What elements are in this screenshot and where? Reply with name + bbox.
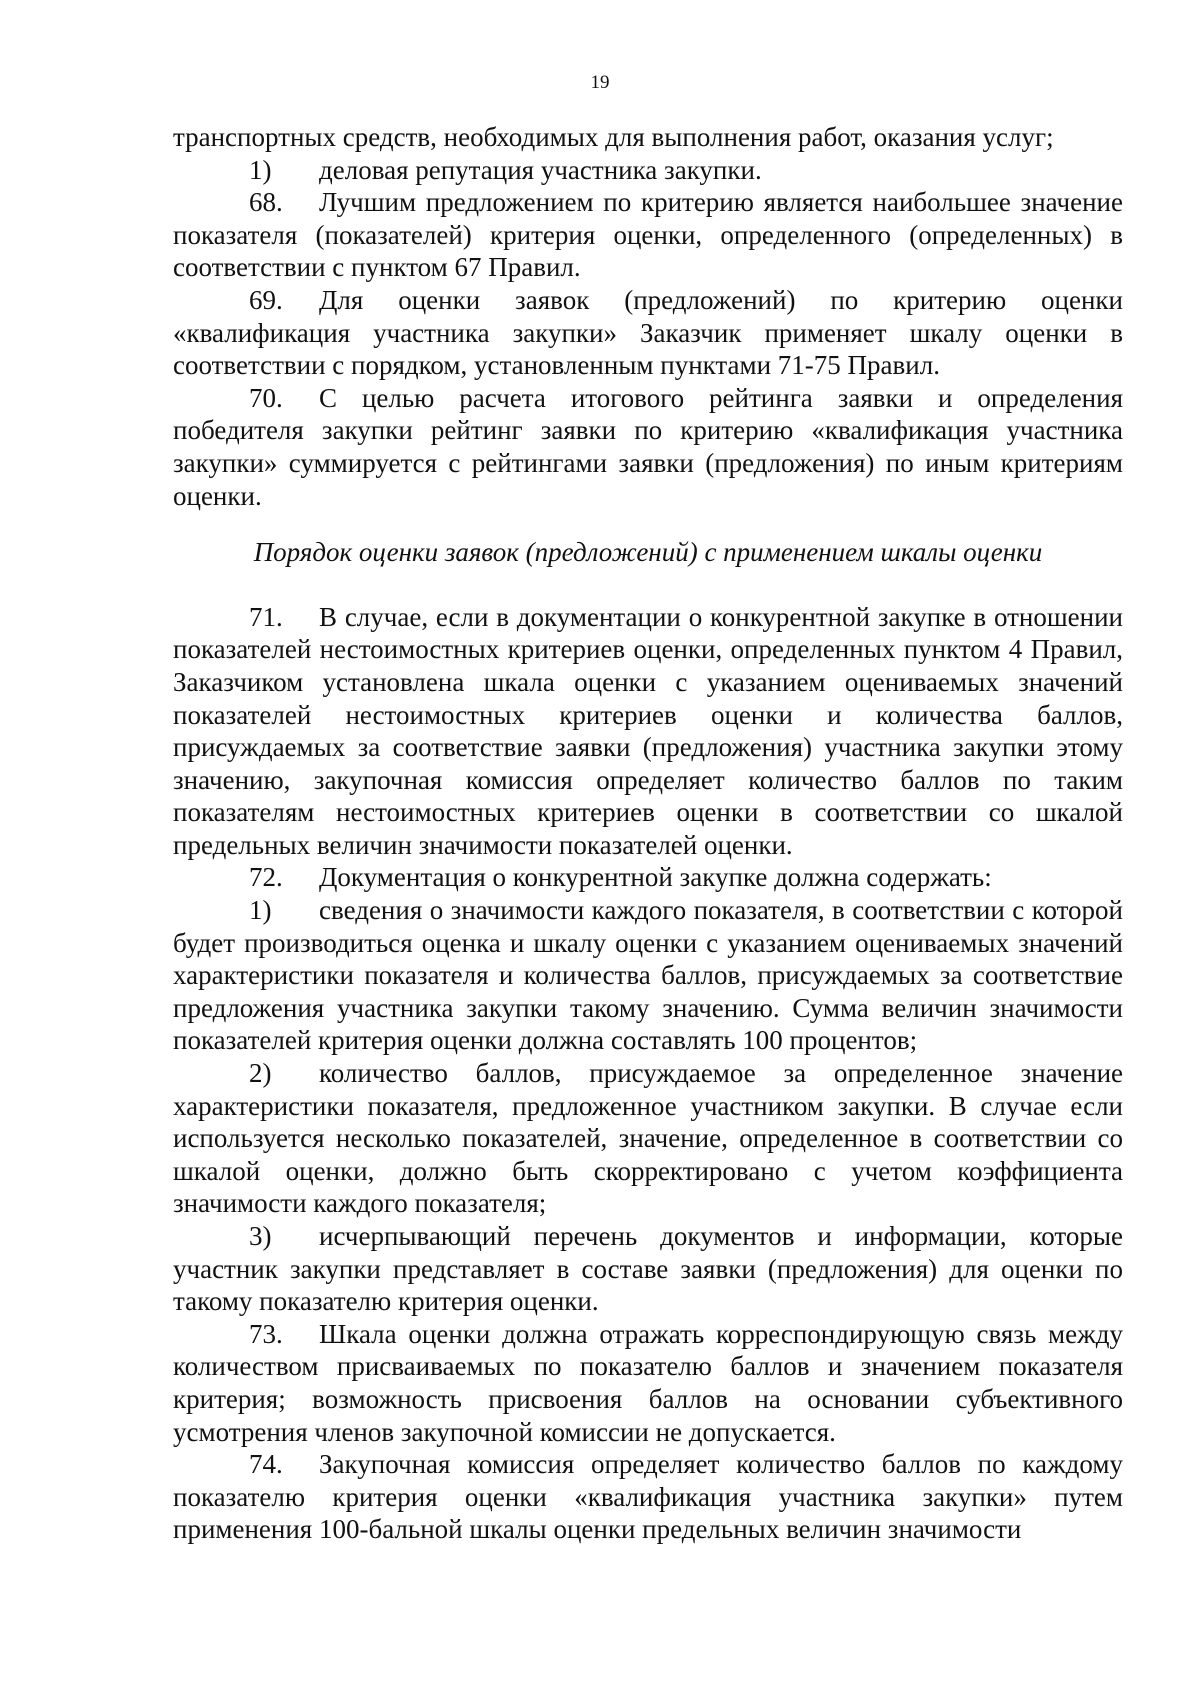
item-number: 69. xyxy=(249,284,283,315)
list-item xyxy=(173,894,1123,1057)
paragraph xyxy=(173,1318,1123,1448)
paragraph-text: количество баллов, присуждаемое за определенное значение характеристики показателя, предложенное участником закупки. В случае если используется несколько показателей, значение, определенное в соответствии со шкалой оценки, должно быть скорректировано с учетом коэффициента значимости каждого показателя; xyxy=(173,1058,1123,1219)
item-number: 71. xyxy=(249,601,283,632)
paragraph-continuation xyxy=(173,121,1123,154)
list-item xyxy=(173,1220,1123,1318)
list-item xyxy=(173,1057,1123,1220)
section-heading: Порядок оценки заявок (предложений) с применением шкалы оценки xyxy=(253,537,1043,568)
paragraph-text: Шкала оценки должна отражать корреспондирующую связь между количеством присваиваемых по показателю баллов и значением показателя критерия; возможность присвоения баллов на основании субъективного усмотрения членов закупочной комиссии не допускается. xyxy=(173,1318,1123,1447)
paragraph-text: транспортных средств, необходимых для выполнения работ, оказания услуг; xyxy=(173,122,1054,152)
paragraph-text: деловая репутация участника закупки. xyxy=(319,154,762,185)
paragraph xyxy=(173,186,1123,284)
paragraph-text: С целью расчета итогового рейтинга заявки и определения победителя закупки рейтинг заявки по критерию «квалификация участника закупки» суммируется с рейтингами заявки (предложения) по иным критериям оценки. xyxy=(173,382,1123,511)
page-number: 19 xyxy=(590,72,610,93)
list-item xyxy=(173,154,1123,187)
item-number: 70. xyxy=(249,382,283,413)
item-number: 68. xyxy=(249,187,283,218)
paragraph xyxy=(173,1448,1123,1546)
paragraph-text: Закупочная комиссия определяет количество баллов по каждому показателю критерия оценки «квалификация участника закупки» путем применения 100-бальной шкалы оценки предельных величин значимости xyxy=(173,1449,1123,1545)
item-number: 74. xyxy=(249,1449,283,1480)
paragraph-text: сведения о значимости каждого показателя, в соответствии с которой будет производиться оценка и шкалу оценки с указанием оцениваемых значений характеристики показателя и количества баллов, присуждаемых за соответствие предложения участника закупки такому значению. Сумма величин значимости показателей критерия оценки должна составлять 100 процентов; xyxy=(173,895,1123,1056)
item-number: 1) xyxy=(249,895,272,926)
item-number: 72. xyxy=(249,862,283,893)
document-body xyxy=(173,121,1123,1546)
paragraph xyxy=(173,601,1123,862)
item-number: 73. xyxy=(249,1318,283,1349)
paragraph-text: исчерпывающий перечень документов и информации, которые участник закупки представляет в составе заявки (предложения) для оценки по такому показателю критерия оценки. xyxy=(173,1221,1123,1317)
paragraph-text: Для оценки заявок (предложений) по критерию оценки «квалификация участника закупки» Заказчик применяет шкалу оценки в соответствии с порядком, установленным пунктами 71-75 Правил. xyxy=(173,284,1123,381)
item-number: 3) xyxy=(249,1221,272,1251)
paragraph-text: Лучшим предложением по критерию является наибольшее значение показателя (показателей) критерия оценки, определенного (определенных) в соответствии с пунктом 67 Правил. xyxy=(173,187,1123,283)
item-number: 2) xyxy=(249,1058,272,1089)
paragraph-text: Документация о конкурентной закупке должна содержать: xyxy=(319,862,992,893)
item-number: 1) xyxy=(249,154,272,185)
paragraph xyxy=(173,861,1123,894)
paragraph-text: В случае, если в документации о конкурентной закупке в отношении показателей нестоимостных критериев оценки, определенных пунктом 4 Правил, Заказчиком установлена шкала оценки с указанием оцениваемых значений показателей нестоимостных критериев оценки и количества баллов, присуждаемых за соответствие заявки (предложения) участника закупки этому значению, закупочная комиссия определяет количество баллов по таким показателям нестоимостных критериев оценки в соответствии со шкалой предельных величин значимости показателей оценки. xyxy=(173,601,1123,860)
paragraph xyxy=(173,284,1123,382)
spacer xyxy=(173,569,1123,601)
paragraph xyxy=(173,382,1123,512)
